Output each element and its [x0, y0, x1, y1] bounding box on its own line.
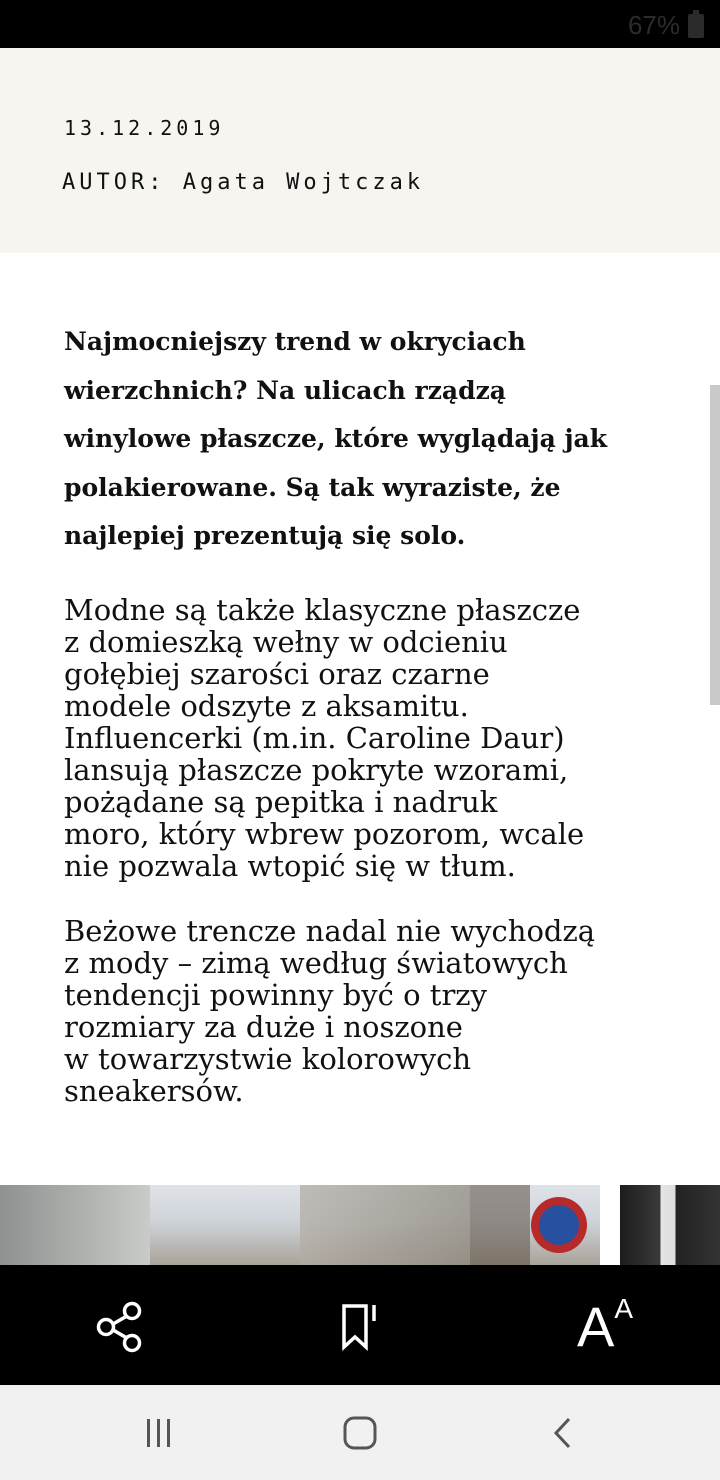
road-sign-detail — [531, 1197, 587, 1253]
home-button[interactable] — [335, 1413, 385, 1453]
font-size-label-small: A — [614, 1293, 634, 1324]
lead-line: winylowe płaszcze, które wyglądają jak — [64, 424, 608, 453]
share-icon — [92, 1299, 148, 1355]
lead-line: Najmocniejszy trend w okryciach — [64, 327, 526, 356]
paragraph-line: nie pozwala wtopić się w tłum. — [64, 849, 516, 883]
lead-line: najlepiej prezentują się solo. — [64, 521, 466, 550]
photo-region — [300, 1185, 470, 1265]
bookmark-button[interactable] — [324, 1291, 396, 1363]
article-lead — [64, 318, 674, 561]
paragraph-line: modele odszyte z aksamitu. — [64, 689, 469, 723]
recent-apps-icon — [139, 1415, 179, 1451]
article-meta — [0, 48, 720, 253]
battery-icon — [688, 14, 704, 38]
lead-line: wierzchnich? Na ulicach rządzą — [64, 375, 507, 405]
font-size-button[interactable] — [560, 1291, 650, 1363]
photo-region — [0, 1185, 150, 1265]
paragraph-line: tendencji powinny być o trzy — [64, 978, 487, 1012]
photo-region — [470, 1185, 530, 1265]
status-bar — [0, 0, 720, 48]
battery-level: 67% — [627, 10, 680, 40]
article-paragraph — [64, 915, 684, 1107]
system-nav-bar — [0, 1385, 720, 1480]
paragraph-line: gołębiej szarości oraz czarne — [64, 657, 490, 691]
scrollbar[interactable] — [710, 385, 720, 705]
article-author: AUTOR: Agata Wojtczak — [62, 170, 425, 195]
lead-line: polakierowane. Są tak wyraziste, że — [64, 472, 561, 502]
paragraph-line: lansują płaszcze pokryte wzorami, — [64, 753, 569, 787]
paragraph-line: sneakersów. — [64, 1074, 244, 1108]
back-icon — [543, 1413, 583, 1453]
article-paragraph — [64, 594, 684, 882]
article-photo[interactable] — [0, 1185, 600, 1265]
share-button[interactable] — [84, 1291, 156, 1363]
paragraph-line: Influencerki (m.in. Caroline Daur) — [64, 721, 565, 755]
recent-apps-button[interactable] — [134, 1413, 184, 1453]
paragraph-line: rozmiary za duże i noszone — [64, 1010, 463, 1044]
paragraph-line: z domieszką wełny w odcieniu — [64, 625, 508, 659]
bookmark-icon — [332, 1299, 388, 1355]
paragraph-line: Beżowe trencze nadal nie wychodzą — [64, 914, 596, 948]
back-button[interactable] — [538, 1413, 588, 1453]
article-date: 13.12.2019 — [64, 116, 225, 140]
home-icon — [340, 1413, 380, 1453]
article-toolbar — [0, 1265, 720, 1385]
article-photo-next[interactable] — [620, 1185, 720, 1265]
font-size-label-big: A — [576, 1295, 615, 1358]
paragraph-line: pożądane są pepitka i nadruk — [64, 785, 498, 819]
paragraph-line: Modne są także klasyczne płaszcze — [64, 593, 581, 627]
paragraph-line: z mody – zimą według światowych — [64, 946, 568, 980]
paragraph-line: moro, który wbrew pozorom, wcale — [64, 817, 585, 851]
paragraph-line: w towarzystwie kolorowych — [64, 1042, 472, 1076]
